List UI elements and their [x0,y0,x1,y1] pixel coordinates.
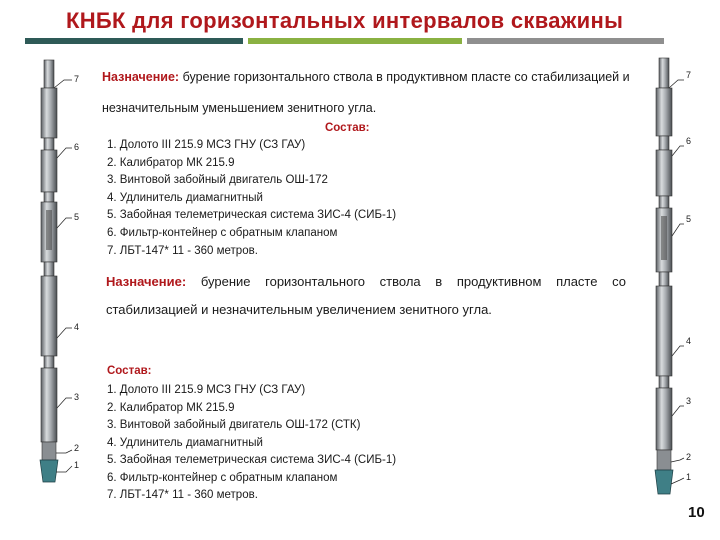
composition-title-2: Состав: [107,365,152,377]
list-item: 7. ЛБТ-147* 11 - 360 метров. [107,244,258,257]
purpose-text-1: бурение горизонтального ствола в продуктивном пласте со стабилизацией и незначительным уменьшением зенитного угла. [102,70,630,115]
purpose-paragraph-2 [106,268,626,324]
list-item: 1. Долото III 215.9 МСЗ ГНУ (СЗ ГАУ) [107,139,306,151]
list-item: 1. Долото III 215.9 МСЗ ГНУ (СЗ ГАУ) [107,384,306,396]
composition-list-1 [107,137,396,260]
bha-left-label-5: 5 [74,212,80,222]
bha-right-label-5: 5 [686,214,692,224]
list-item: 2. Калибратор МК 215.9 [107,401,235,414]
bha-right-label-1: 1 [686,472,692,482]
bha-left-label-6: 6 [74,142,80,152]
title-underline-segment [25,38,243,44]
list-item: 6. Фильтр-контейнер с обратным клапаном [107,226,338,239]
bha-right-label-3: 3 [686,396,692,406]
bha-left-label-2: 2 [74,443,80,453]
list-item: 4. Удлинитель диамагнитный [107,436,263,449]
purpose-paragraph-1 [102,62,632,124]
list-item: 4. Удлинитель диамагнитный [107,191,263,204]
bha-left-label-7: 7 [74,74,80,84]
bha-diagram-left [28,58,88,498]
purpose-label-2: Назначение: [106,274,187,289]
page-number: 10 [688,504,705,521]
list-item: 5. Забойная телеметрическая система ЗИС-4 (СИБ-1) [107,454,397,466]
list-item: 3. Винтовой забойный двигатель ОШ-172 (СТК) [107,419,361,431]
bha-diagram-left-svg [28,58,88,498]
list-item: 2. Калибратор МК 215.9 [107,156,235,169]
slide-title: КНБК для горизонтальных интервалов скважины [66,8,624,33]
bha-diagram-right-svg [640,56,700,506]
bha-left-label-4: 4 [74,322,80,332]
bha-right-label-6: 6 [686,136,692,146]
purpose-label-1: Назначение: [102,70,180,84]
list-item: 7. ЛБТ-147* 11 - 360 метров. [107,489,258,501]
bha-left-label-1: 1 [74,460,80,470]
bha-right-label-2: 2 [686,452,692,462]
title-underline-segment [248,38,462,44]
composition-title-1: Состав: [325,122,370,134]
list-item: 5. Забойная телеметрическая система ЗИС-4 (СИБ-1) [107,209,397,222]
purpose-text-2: бурение горизонтального ствола в продуктивном пласте со стабилизацией и незначительным увеличением зенитного угла. [106,274,626,317]
bha-right-label-4: 4 [686,336,692,346]
bha-diagram-right [640,56,700,506]
list-item: 6. Фильтр-контейнер с обратным клапаном [107,471,338,484]
bha-left-label-3: 3 [74,392,80,402]
composition-list-2 [107,382,396,505]
bha-right-label-7: 7 [686,70,692,80]
list-item: 3. Винтовой забойный двигатель ОШ-172 [107,174,328,187]
title-underline-segment [467,38,664,44]
